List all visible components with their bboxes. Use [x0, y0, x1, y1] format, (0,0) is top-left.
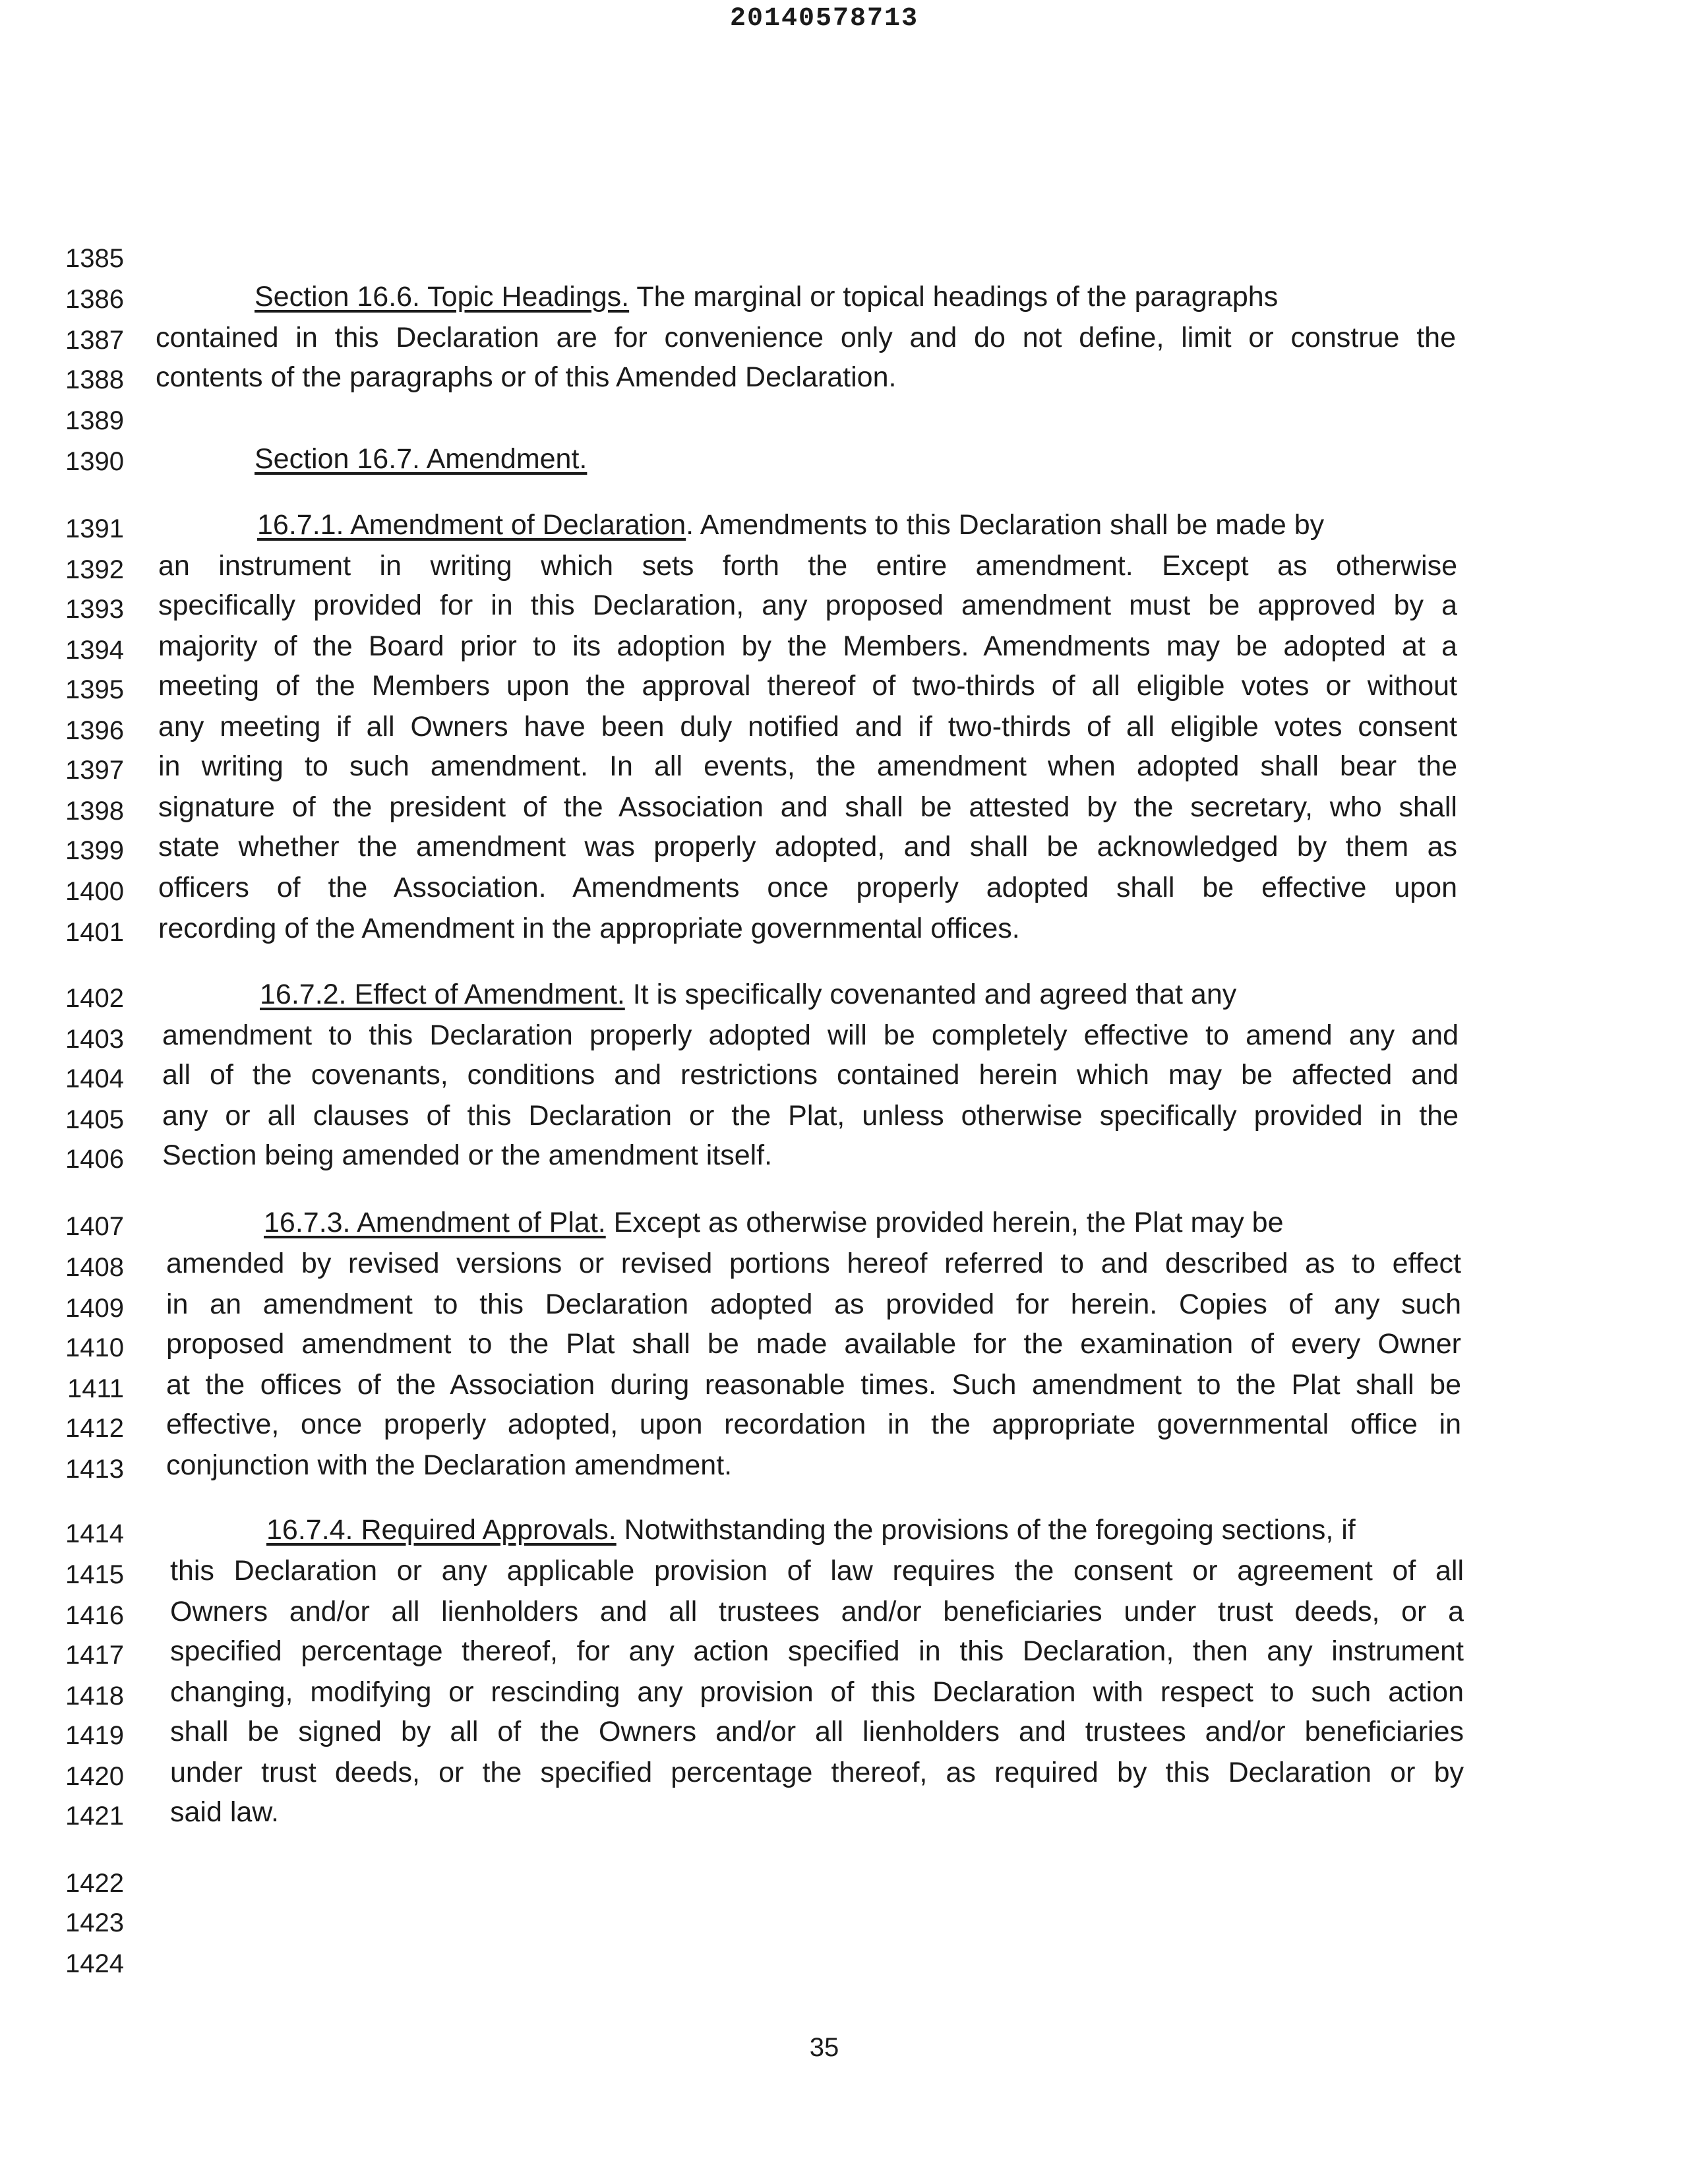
line-number: 1412: [65, 1414, 124, 1443]
section-heading: 16.7.2. Effect of Amendment.: [260, 979, 625, 1010]
section-16-7-heading: [255, 439, 587, 479]
line-number: 1392: [65, 555, 124, 584]
paragraph-text: Notwithstanding the provisions of the foregoing sections, if: [624, 1514, 1356, 1546]
line-number: 1418: [65, 1682, 124, 1711]
line-number: 1413: [65, 1455, 124, 1484]
paragraph-line: all of the covenants, conditions and restrictions contained herein which may be affected and: [162, 1059, 1459, 1091]
line-number: 1401: [65, 918, 124, 947]
paragraph-line: meeting of the Members upon the approval thereof of two-thirds of all eligible votes or without: [158, 670, 1457, 702]
paragraph-line: changing, modifying or rescinding any provision of this Declaration with respect to such action: [170, 1676, 1464, 1708]
line-number: 1414: [65, 1519, 124, 1548]
section-heading: 16.7.3. Amendment of Plat.: [264, 1207, 606, 1238]
line-number: 1421: [65, 1802, 124, 1831]
paragraph-line: under trust deeds, or the specified percentage thereof, as required by this Declaration or by: [170, 1757, 1464, 1788]
line-number: 1389: [65, 406, 124, 435]
section-heading: Section 16.6. Topic Headings.: [255, 281, 630, 313]
paragraph-line: an instrument in writing which sets forth the entire amendment. Except as otherwise: [158, 550, 1457, 582]
line-number: 1416: [65, 1601, 124, 1630]
paragraph-line: specified percentage thereof, for any action specified in this Declaration, then any instrument: [170, 1635, 1464, 1667]
paragraph-line: recording of the Amendment in the appropriate governmental offices.: [158, 913, 1020, 944]
paragraph-line: at the offices of the Association during reasonable times. Such amendment to the Plat shall be: [166, 1369, 1461, 1401]
line-number: 1410: [65, 1333, 124, 1362]
line-number: 1422: [65, 1869, 124, 1898]
paragraph-text: Except as otherwise provided herein, the Plat may be: [613, 1207, 1284, 1238]
paragraph-text: It is specifically covenanted and agreed that any: [632, 979, 1237, 1010]
section-heading: Section 16.7. Amendment.: [255, 443, 588, 475]
line-number: 1388: [65, 365, 124, 394]
paragraph-line: [260, 975, 1459, 1014]
paragraph-line: amendment to this Declaration properly adopted will be completely effective to amend any and: [162, 1019, 1459, 1051]
paragraph-line: Owners and/or all lienholders and all trustees and/or beneficiaries under trust deeds, or a: [170, 1596, 1464, 1627]
line-number: 1385: [65, 244, 124, 273]
line-number: 1407: [65, 1212, 124, 1241]
paragraph-line: [257, 505, 1457, 545]
line-number: 1406: [65, 1145, 124, 1174]
paragraph-line: amended by revised versions or revised portions hereof referred to and described as to effect: [166, 1248, 1461, 1279]
paragraph-line: said law.: [170, 1796, 279, 1828]
paragraph-line: [264, 1203, 1461, 1242]
line-number: 1398: [65, 797, 124, 826]
paragraph-line: shall be signed by all of the Owners and/or all lienholders and trustees and/or beneficiaries: [170, 1716, 1464, 1747]
line-number: 1420: [65, 1762, 124, 1791]
line-number: 1403: [65, 1025, 124, 1054]
paragraph-line: state whether the amendment was properly adopted, and shall be acknowledged by them as: [158, 831, 1457, 863]
section-heading: 16.7.4. Required Approvals.: [266, 1514, 617, 1546]
paragraph-line: in writing to such amendment. In all events, the amendment when adopted shall bear the: [158, 750, 1457, 782]
line-number: 1396: [65, 716, 124, 745]
page-number: 35: [809, 2033, 839, 2062]
document-number: 20140578713: [729, 4, 919, 34]
line-number: 1417: [65, 1641, 124, 1670]
paragraph-line: any or all clauses of this Declaration or the Plat, unless otherwise specifically provided in the: [162, 1100, 1459, 1132]
paragraph-line: contained in this Declaration are for convenience only and do not define, limit or construe the: [156, 322, 1456, 353]
paragraph-line: [266, 1510, 1464, 1550]
line-number: 1408: [65, 1253, 124, 1282]
paragraph-line: specifically provided for in this Declaration, any proposed amendment must be approved by a: [158, 590, 1457, 621]
line-number: 1419: [65, 1721, 124, 1750]
line-number: 1387: [65, 326, 124, 355]
paragraph-line: officers of the Association. Amendments once properly adopted shall be effective upon: [158, 872, 1457, 903]
paragraph-line: this Declaration or any applicable provision of law requires the consent or agreement of all: [170, 1555, 1464, 1587]
paragraph-text: . Amendments to this Declaration shall be made by: [686, 509, 1325, 541]
paragraph-line: effective, once properly adopted, upon recordation in the appropriate governmental office in: [166, 1409, 1461, 1440]
section-heading: 16.7.1. Amendment of Declaration: [257, 509, 686, 541]
line-number: 1409: [65, 1294, 124, 1323]
line-number: 1393: [65, 595, 124, 624]
paragraph-line: [255, 277, 1456, 317]
line-number: 1400: [65, 877, 124, 906]
paragraph-line: signature of the president of the Association and shall be attested by the secretary, who shall: [158, 791, 1457, 823]
line-number: 1386: [65, 285, 124, 314]
line-number: 1423: [65, 1908, 124, 1937]
line-number: 1397: [65, 756, 124, 785]
line-number: 1391: [65, 514, 124, 543]
line-number: 1424: [65, 1949, 124, 1978]
paragraph-line: in an amendment to this Declaration adopted as provided for herein. Copies of any such: [166, 1289, 1461, 1320]
paragraph-line: majority of the Board prior to its adoption by the Members. Amendments may be adopted at a: [158, 630, 1457, 662]
line-number: 1411: [67, 1374, 124, 1403]
line-number: 1399: [65, 836, 124, 865]
line-number: 1415: [65, 1560, 124, 1589]
paragraph-line: contents of the paragraphs or of this Amended Declaration.: [156, 361, 897, 393]
paragraph-line: any meeting if all Owners have been duly notified and if two-thirds of all eligible votes consent: [158, 711, 1457, 743]
line-number: 1394: [65, 636, 124, 665]
line-number: 1390: [65, 447, 124, 476]
line-number: 1405: [65, 1105, 124, 1134]
paragraph-line: conjunction with the Declaration amendment.: [166, 1449, 733, 1481]
paragraph-line: proposed amendment to the Plat shall be made available for the examination of every Owner: [166, 1328, 1461, 1360]
line-number: 1404: [65, 1064, 124, 1093]
paragraph-line: Section being amended or the amendment itself.: [162, 1139, 773, 1171]
line-number: 1402: [65, 984, 124, 1013]
line-number: 1395: [65, 675, 124, 704]
paragraph-text: The marginal or topical headings of the paragraphs: [636, 281, 1279, 313]
